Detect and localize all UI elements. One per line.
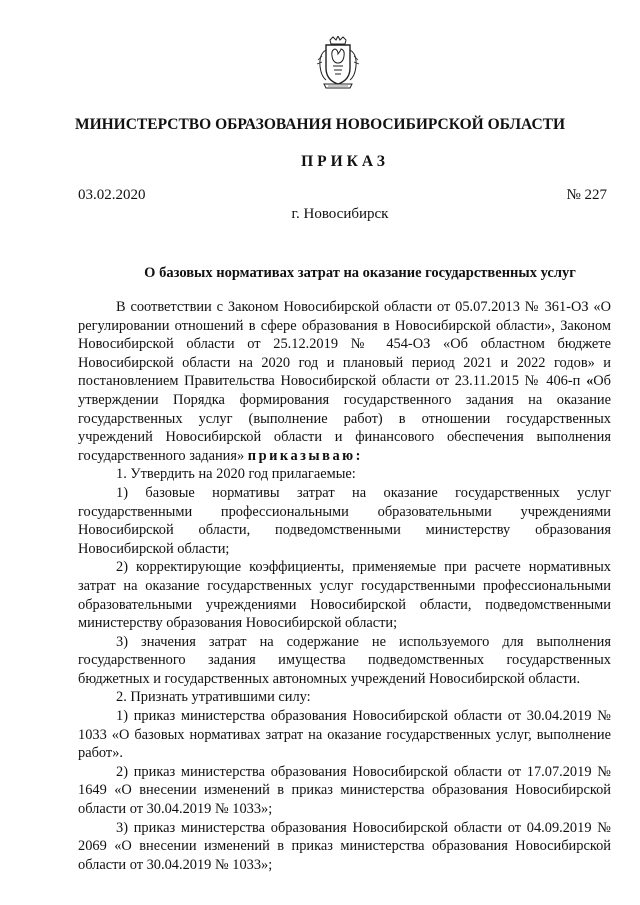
document-type: ПРИКАЗ (301, 153, 389, 170)
paragraph-item: 2. Признать утратившими силу: (116, 689, 311, 706)
paragraph-item: 3) значения затрат на содержание не используемого для выполнения государственного задания имущества подведомственных государственных бюджетных и государственных автономных учреждений Новосибирской области. (78, 633, 611, 687)
preamble-text-2: Об утверждении Порядка формирования государственного задания на оказание государственных услуг (выполнение работ) в отношении государственных учреждений Новосибирской области и финансового обеспечения выполнения государственного задания» (78, 373, 611, 464)
preamble-paragraph (78, 298, 611, 465)
coat-of-arms-icon (316, 36, 360, 90)
preamble-quote-mark: « (586, 373, 594, 390)
paragraph-item: 1) базовые нормативы затрат на оказание государственных услуг государственными профессиональными образовательными учреждениями Новосибирской области, подведомственными министерству образования Новосибирской области; (78, 484, 611, 557)
document-number: № 227 (566, 187, 607, 203)
paragraph-item: 1. Утвердить на 2020 год прилагаемые: (116, 466, 356, 483)
paragraph-item: 2) корректирующие коэффициенты, применяемые при расчете нормативных затрат на оказание государственных услуг государственными профессиональными образовательными учреждениями Новосибирской области, подведомственными министерству образования Новосибирской области; (78, 559, 611, 632)
paragraph-item: 3) приказ министерства образования Новосибирской области от 04.09.2019 № 2069 «О внесении изменений в приказ министерства образования Новосибирской области от 30.04.2019 № 1033»; (78, 819, 611, 873)
document-subject: О базовых нормативах затрат на оказание государственных услуг (144, 265, 576, 281)
document-body (78, 298, 611, 874)
document-date: 03.02.2020 (78, 187, 146, 203)
document-city: г. Новосибирск (291, 206, 389, 222)
ministry-name: МИНИСТЕРСТВО ОБРАЗОВАНИЯ НОВОСИБИРСКОЙ ОБЛАСТИ (74, 116, 566, 133)
preamble-text-1: В соответствии с Законом Новосибирской области от 05.07.2013 № 361-ОЗ «О регулировании отношений в сфере образования в Новосибирской области», Законом Новосибирской области от 25.12.2019 № 454-ОЗ «Об областном бюджете Новосибирской области на 2020 год и плановый период 2021 и 2022 годов» и постановлением Правительства Новосибирской области от 23.11.2015 № 406-п (78, 299, 611, 390)
order-word: приказываю: (247, 447, 363, 464)
paragraph-item: 1) приказ министерства образования Новосибирской области от 30.04.2019 № 1033 «О базовых нормативах затрат на оказание государственных услуг, выполнение работ». (78, 708, 611, 762)
paragraph-item: 2) приказ министерства образования Новосибирской области от 17.07.2019 № 1649 «О внесении изменений в приказ министерства образования Новосибирской области от 30.04.2019 № 1033»; (78, 763, 611, 818)
